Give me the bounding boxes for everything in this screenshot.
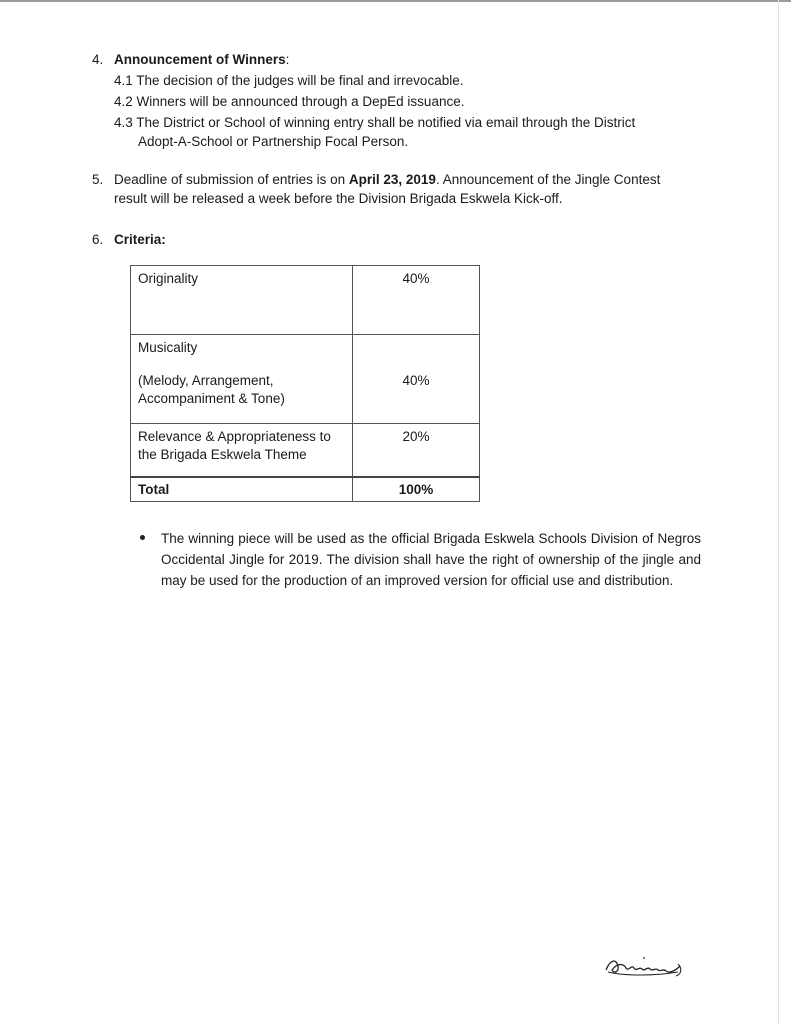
- criterion-percent: 40%: [402, 271, 430, 286]
- section-title: Criteria:: [114, 232, 166, 247]
- criterion-line: Relevance & Appropriateness to: [138, 429, 331, 444]
- section-heading: [114, 52, 289, 67]
- deadline-text-after: . Announcement of the Jingle Contest: [435, 172, 661, 187]
- item-4-3: 4.3 The District or School of winning entry shall be notified via email through the District: [114, 115, 636, 130]
- section-number: 6.: [92, 232, 104, 247]
- total-percent: 100%: [398, 482, 434, 497]
- deadline-text: [114, 172, 660, 187]
- percent-spacer: [360, 339, 472, 372]
- criterion-line: Musicality: [138, 340, 198, 355]
- total-label-cell: [131, 477, 353, 502]
- item-4-3-continued: Adopt-A-School or Partnership Focal Person.: [138, 134, 409, 149]
- table-row: [131, 335, 480, 424]
- criterion-percent: 40%: [402, 373, 430, 388]
- percent-cell: [353, 335, 480, 424]
- page-right-edge: [778, 0, 779, 1024]
- deadline-text-before: Deadline of submission of entries is on: [114, 172, 349, 187]
- section-title: Announcement of Winners: [114, 52, 286, 67]
- table-row-total: [131, 477, 480, 502]
- criterion-cell: [131, 335, 353, 424]
- deadline-date: April 23, 2019: [348, 172, 436, 187]
- criterion-spacer: [138, 357, 345, 372]
- section-number: 4.: [92, 52, 104, 67]
- handwritten-signature: [604, 952, 684, 982]
- bullet-icon: [140, 535, 145, 540]
- criterion-line: Accompaniment & Tone): [138, 391, 285, 406]
- criterion-line: (Melody, Arrangement,: [138, 373, 274, 388]
- section-title-colon: :: [285, 52, 290, 67]
- item-4-1: 4.1 The decision of the judges will be final and irrevocable.: [114, 73, 464, 88]
- criteria-table: [130, 265, 480, 502]
- deadline-text-line2: result will be released a week before the Division Brigada Eskwela Kick-off.: [114, 191, 563, 206]
- criterion-line: the Brigada Eskwela Theme: [138, 447, 307, 462]
- bullet-text: The winning piece will be used as the official Brigada Eskwela Schools Division of Negros Occidental Jingle for 2019. The division shall have the right of ownership of the jingle and may be used for the production of an improved version for official use and distribution.: [161, 531, 701, 588]
- page-top-edge: [0, 0, 791, 2]
- criterion-percent: 20%: [402, 429, 430, 444]
- section-number: 5.: [92, 172, 104, 187]
- item-4-2: 4.2 Winners will be announced through a DepEd issuance.: [114, 94, 465, 109]
- total-percent-cell: [353, 477, 480, 502]
- total-label: Total: [138, 482, 170, 497]
- criterion-cell: [131, 266, 353, 335]
- percent-cell: [353, 266, 480, 335]
- table-row: [131, 424, 480, 478]
- percent-cell: [353, 424, 480, 478]
- criterion-cell: [131, 424, 353, 478]
- table-row: [131, 266, 480, 335]
- criterion-line: Originality: [138, 271, 199, 286]
